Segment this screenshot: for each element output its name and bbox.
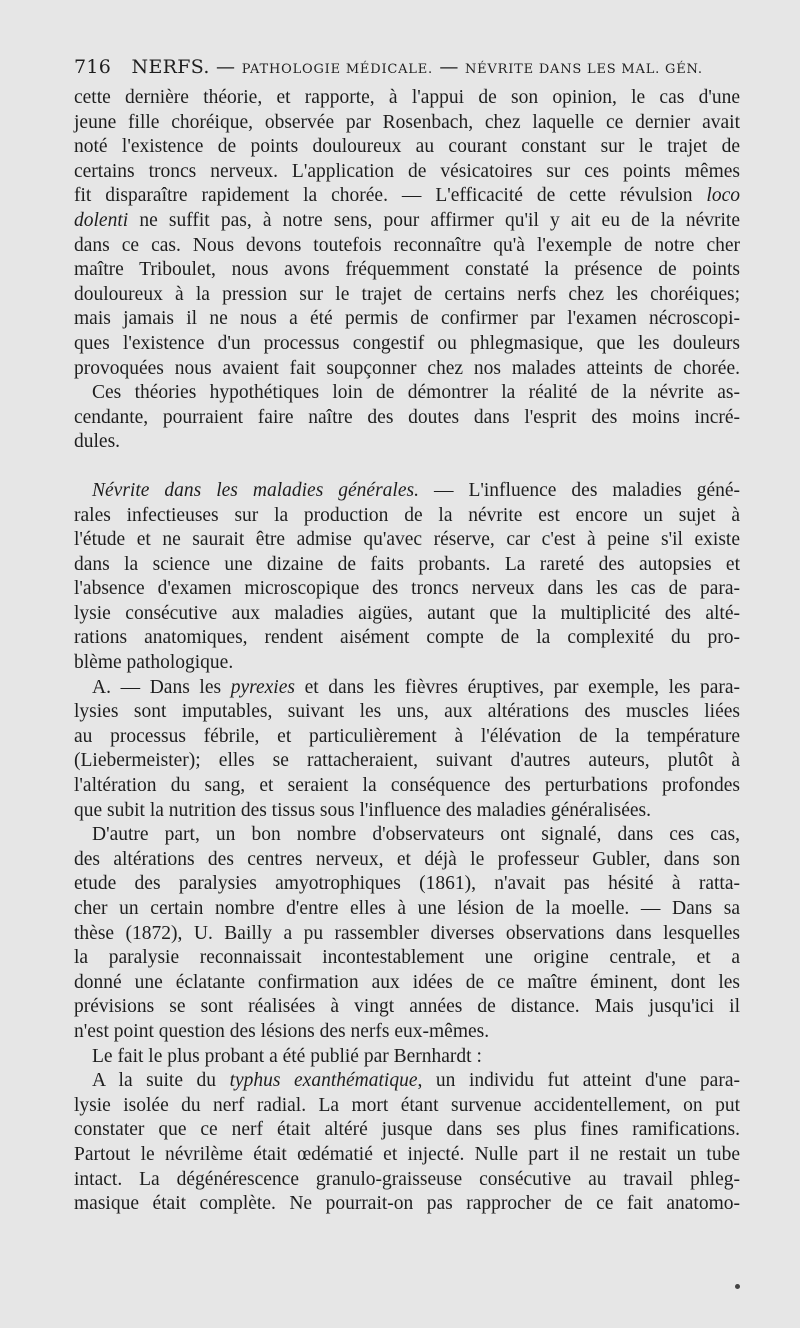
text-segment: et dans les fièvres éruptives, par exemple, les para-: [294, 676, 740, 698]
text-line: [74, 676, 740, 701]
text-line: lysie isolée du nerf radial. La mort étant survenue accidentellement, on put: [74, 1094, 740, 1116]
text-line: D'autre part, un bon nombre d'observateurs ont signalé, dans ces cas,: [92, 824, 740, 846]
italic-term: loco: [706, 185, 740, 207]
section-heading: Névrite dans les maladies générales.: [92, 479, 419, 501]
text-line: mais jamais il ne nous a été permis de confirmer par l'examen nécroscopi-: [74, 308, 740, 330]
text-line: [74, 184, 740, 209]
text-line: rations anatomiques, rendent aisément compte de la complexité du pro-: [74, 627, 740, 649]
page-number: 716: [74, 56, 112, 78]
text-line: lysies sont imputables, suivant les uns, aux altérations des muscles liées: [74, 701, 740, 723]
text-line: que subit la nutrition des tissus sous l'influence des maladies généralisées.: [74, 799, 652, 821]
text-line: Partout le névrilème était œdématié et injecté. Nulle part il ne restait un tube: [74, 1143, 740, 1165]
text-line: dules.: [74, 431, 121, 453]
body-text: [74, 86, 740, 1217]
italic-term: pyrexies: [230, 676, 295, 698]
text-line: au processus fébrile, et particulièrement à l'élévation de la température: [74, 725, 740, 747]
text-line: certains troncs nerveux. L'application de vésicatoires sur ces points mêmes: [74, 160, 740, 182]
text-line: l'étude et ne saurait être admise qu'avec réserve, car c'est à peine s'il existe: [74, 529, 740, 551]
text-line: donné une éclatante confirmation aux idées de ce maître éminent, dont les: [74, 971, 740, 993]
text-line: ques l'existence d'un processus congestif ou phlegmasique, que les douleurs: [74, 332, 740, 354]
text-line: [74, 209, 740, 234]
text-segment: , un individu fut atteint d'une para-: [417, 1070, 740, 1092]
text-line: intact. La dégénérescence granulo-graisseuse consécutive au travail phleg-: [74, 1168, 740, 1190]
text-line: n'est point question des lésions des nerfs eux-mêmes.: [74, 1020, 490, 1042]
text-line: des altérations des centres nerveux, et déjà le professeur Gubler, dans son: [74, 848, 740, 870]
text-segment: A la suite du: [92, 1070, 230, 1092]
text-line: thèse (1872), U. Bailly a pu rassembler diverses observations dans lesquelles: [74, 922, 740, 944]
text-line: lysie consécutive aux maladies aigües, autant que la multiplicité des alté-: [74, 602, 740, 624]
text-line: blème pathologique.: [74, 652, 234, 674]
header-topic: NÉVRITE DANS LES MAL. GÉN.: [464, 62, 703, 77]
section-heading-line: [74, 479, 740, 504]
text-line: prévisions se sont réalisées à vingt années de distance. Mais jusqu'ici il: [74, 996, 740, 1018]
text-line: cette dernière théorie, et rapporte, à l'appui de son opinion, le cas d'une: [74, 87, 740, 108]
text-line: la paralysie reconnaissait incontestablement une origine centrale, et a: [74, 947, 740, 969]
text-line: noté l'existence de points douloureux au courant constant sur le trajet de: [74, 136, 740, 158]
text-line: rales infectieuses sur la production de la névrite est encore un sujet à: [74, 504, 740, 526]
text-line: dans la science une dizaine de faits probants. La rareté des autopsies et: [74, 553, 740, 575]
text-segment: ne suffit pas, à notre sens, pour affirmer qu'il y ait eu de la névrite: [128, 209, 740, 231]
text-line: l'absence d'examen microscopique des troncs nerveux dans les cas de para-: [74, 578, 740, 600]
header-subsection: PATHOLOGIE MÉDICALE.: [241, 62, 433, 77]
text-line: [74, 1069, 740, 1094]
text-line: douloureux à la pression sur le trajet de certains nerfs chez les choréiques;: [74, 283, 740, 305]
text-line: Le fait le plus probant a été publié par Bernhardt :: [92, 1045, 482, 1067]
text-line: dans ce cas. Nous devons toutefois reconnaître qu'à l'exemple de notre cher: [74, 234, 740, 256]
text-line: (Liebermeister); elles se rattacheraient, suivant d'autres auteurs, plutôt à: [74, 750, 740, 772]
text-line: masique était complète. Ne pourrait-on pas rapprocher de ce fait anatomo-: [74, 1193, 740, 1215]
italic-term: dolenti: [74, 209, 129, 231]
header-dash: —: [216, 56, 236, 78]
text-line: Ces théories hypothétiques loin de démontrer la réalité de la névrite as-: [92, 382, 740, 404]
text-line: cendante, pourraient faire naître des doutes dans l'esprit des moins incré-: [74, 406, 740, 428]
text-line: cher un certain nombre d'entre elles à une lésion de la moelle. — Dans sa: [74, 898, 740, 919]
italic-term: typhus exanthématique: [229, 1070, 418, 1092]
text-line: l'altération du sang, et seraient la conséquence des perturbations profondes: [74, 775, 740, 797]
text-segment: A. — Dans les: [92, 676, 231, 698]
text-line: maître Triboulet, nous avons fréquemment constaté la présence de points: [74, 259, 740, 281]
paragraph-gap: [74, 455, 740, 479]
header-dash: —: [439, 56, 459, 78]
paper-speck: [735, 1284, 740, 1289]
running-header: [74, 56, 740, 78]
text-line: provoquées nous avaient fait soupçonner chez nos malades atteints de chorée.: [74, 357, 740, 379]
text-line: jeune fille choréique, observée par Rosenbach, chez laquelle ce dernier avait: [74, 111, 740, 133]
text-line: constater que ce nerf était altéré jusque dans ses plus fines ramifications.: [74, 1119, 740, 1141]
text-segment: fit disparaître rapidement la chorée. — L'efficacité de cette révulsion: [74, 185, 707, 207]
text-segment: — L'influence des maladies géné-: [418, 479, 740, 501]
header-section: NERFS.: [131, 56, 210, 78]
text-line: etude des paralysies amyotrophiques (1861), n'avait pas hésité à ratta-: [74, 873, 740, 895]
